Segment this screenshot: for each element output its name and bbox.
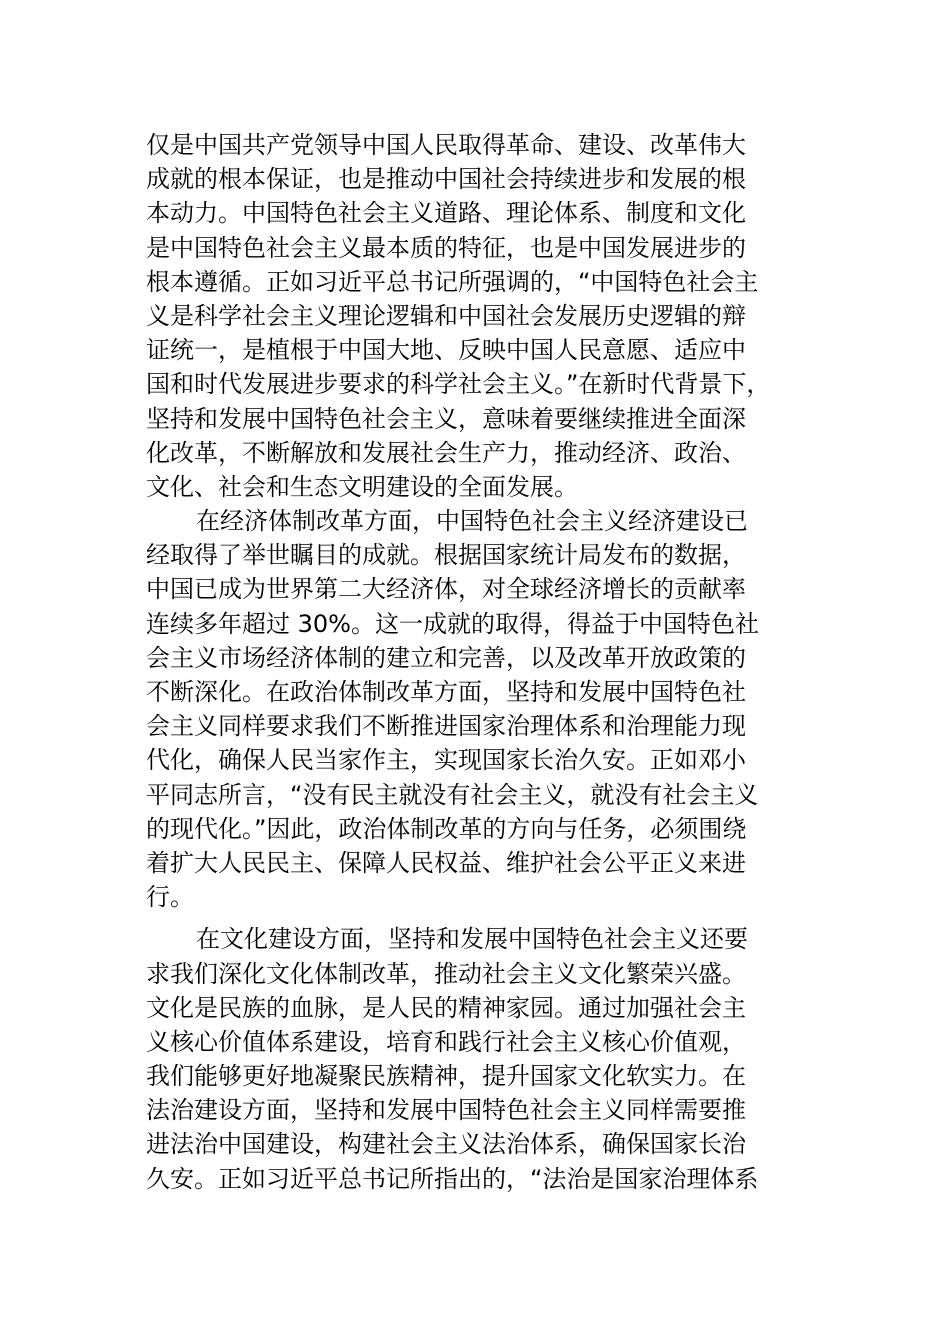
text-line: 中国已成为世界第二大经济体，对全球经济增长的贡献率 <box>146 575 746 604</box>
text-line: 会主义市场经济体制的建立和完善，以及改革开放政策的 <box>146 643 746 672</box>
text-line: 平同志所言，“没有民主就没有社会主义，就没有社会主义 <box>146 780 759 809</box>
text-line: 文化、社会和生态文明建设的全面发展。 <box>146 472 578 501</box>
text-line: 国和时代发展进步要求的科学社会主义。”在新时代背景下， <box>146 370 771 399</box>
text-line: 经取得了举世瞩目的成就。根据国家统计局发布的数据， <box>146 541 746 570</box>
text-line: 久安。正如习近平总书记所指出的，“法治是国家治理体系 <box>146 1164 759 1193</box>
text-line: 根本遵循。正如习近平总书记所强调的，“中国特色社会主 <box>146 267 759 296</box>
text-line: 求我们深化文化体制改革，推动社会主义文化繁荣兴盛。 <box>146 959 746 988</box>
text-line: 义是科学社会主义理论逻辑和中国社会发展历史逻辑的辩 <box>146 301 746 330</box>
text-line: 会主义同样要求我们不断推进国家治理体系和治理能力现 <box>146 712 746 741</box>
document-body <box>146 128 812 1196</box>
text-line: 化改革，不断解放和发展社会生产力，推动经济、政治、 <box>146 438 746 467</box>
text-line: 证统一，是植根于中国大地、反映中国人民意愿、适应中 <box>146 336 746 365</box>
text-line: 坚持和发展中国特色社会主义，意味着要继续推进全面深 <box>146 404 746 433</box>
text-line: 仅是中国共产党领导中国人民取得革命、建设、改革伟大 <box>146 131 746 159</box>
text-line: 不断深化。在政治体制改革方面，坚持和发展中国特色社 <box>146 678 746 706</box>
text-line: 成就的根本保证，也是推动中国社会持续进步和发展的根 <box>146 165 746 194</box>
paragraph-3 <box>146 922 812 1196</box>
paragraph-spacer <box>146 914 812 922</box>
text-line: 的现代化。”因此，政治体制改革的方向与任务，必须围绕 <box>146 814 747 843</box>
text-line: 在经济体制改革方面，中国特色社会主义经济建设已 <box>196 507 748 536</box>
text-line: 是中国特色社会主义最本质的特征，也是中国发展进步的 <box>146 233 746 262</box>
text-line: 法治建设方面，坚持和发展中国特色社会主义同样需要推 <box>146 1096 746 1125</box>
text-line: 我们能够更好地凝聚民族精神，提升国家文化软实力。在 <box>146 1062 746 1091</box>
text-line: 本动力。中国特色社会主义道路、理论体系、制度和文化 <box>146 199 746 228</box>
text-line: 连续多年超过 30%。这一成就的取得，得益于中国特色社 <box>146 609 759 638</box>
paragraph-2 <box>146 504 812 914</box>
text-line: 着扩大人民民主、保障人民权益、维护社会公平正义来进 <box>146 848 746 877</box>
text-line: 行。 <box>146 883 194 912</box>
text-line: 文化是民族的血脉，是人民的精神家园。通过加强社会主 <box>146 993 746 1022</box>
paragraph-1 <box>146 128 812 504</box>
text-line: 在文化建设方面，坚持和发展中国特色社会主义还要 <box>196 925 748 954</box>
text-line: 代化，确保人民当家作主，实现国家长治久安。正如邓小 <box>146 746 746 775</box>
text-line: 义核心价值体系建设，培育和践行社会主义核心价值观， <box>146 1027 746 1056</box>
text-line: 进法治中国建设，构建社会主义法治体系，确保国家长治 <box>146 1130 746 1159</box>
